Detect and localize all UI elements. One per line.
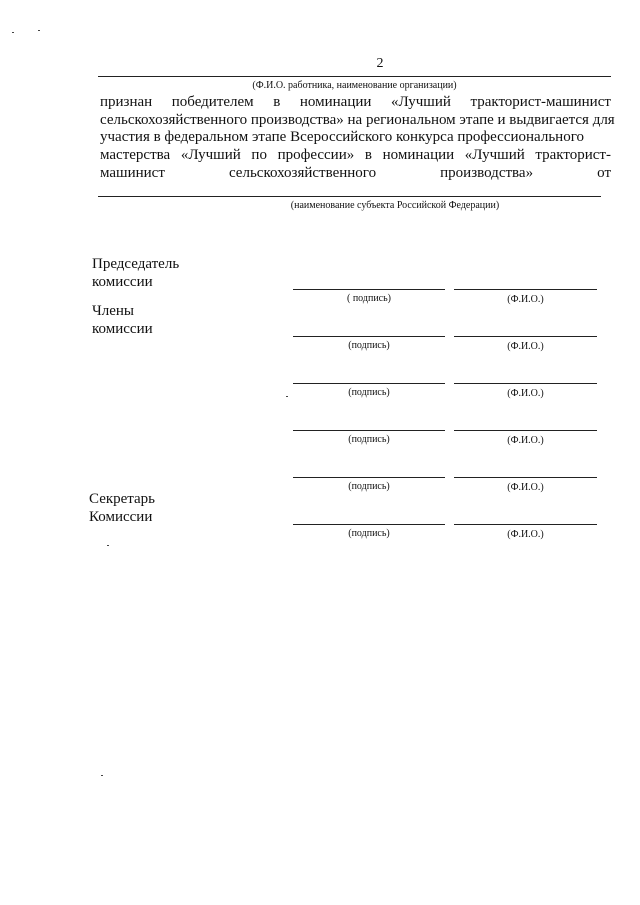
- body-word: машинист: [100, 165, 165, 181]
- worker-name-line: [98, 76, 611, 77]
- name-caption: (Ф.И.О.): [507, 341, 544, 352]
- secretary-label: Секретарь Комиссии: [89, 491, 156, 525]
- body-word: в: [364, 147, 372, 163]
- body-line: [100, 112, 615, 129]
- signature-caption: (подпись): [348, 387, 390, 398]
- body-word: тракторист-: [535, 147, 611, 163]
- body-word: победителем: [171, 94, 254, 110]
- scan-speck: [101, 775, 103, 776]
- signature-line: [293, 383, 445, 384]
- body-word: номинации: [382, 147, 455, 163]
- body-word: признан: [100, 94, 153, 110]
- subject-name-caption: (наименование субъекта Российской Федерации): [290, 200, 500, 211]
- signature-caption: (подпись): [348, 340, 390, 351]
- signature-caption: (подпись): [348, 528, 390, 539]
- body-line: [100, 94, 611, 111]
- name-line: [454, 383, 597, 384]
- name-line: [454, 524, 597, 525]
- name-caption: (Ф.И.О.): [507, 482, 544, 493]
- body-word: «Лучший: [464, 147, 525, 163]
- name-line: [454, 430, 597, 431]
- name-line: [454, 477, 597, 478]
- body-word: номинации: [299, 94, 372, 110]
- body-word: в: [273, 94, 281, 110]
- body-line: [100, 147, 611, 164]
- signature-caption: ( подпись): [346, 293, 391, 304]
- signature-line: [293, 524, 445, 525]
- body-line: [100, 129, 611, 146]
- name-line: [454, 336, 597, 337]
- name-line: [454, 289, 597, 290]
- body-word: участия в федеральном этапе Всероссийского конкурса профессионального: [100, 129, 584, 145]
- body-word: тракторист-машинист: [470, 94, 611, 110]
- body-word: «Лучший: [180, 147, 241, 163]
- body-word: сельскохозяйственного производства» на региональном этапе и выдвигается для: [100, 112, 615, 128]
- signature-line: [293, 477, 445, 478]
- body-word: по: [251, 147, 267, 163]
- body-line: [100, 165, 611, 182]
- body-word: «Лучший: [390, 94, 451, 110]
- signature-caption: (подпись): [348, 434, 390, 445]
- body-word: сельскохозяйственного: [228, 165, 377, 181]
- subject-name-line: [98, 196, 601, 197]
- chairman-label: Председатель комиссии: [92, 256, 180, 290]
- signature-line: [293, 430, 445, 431]
- signature-line: [293, 336, 445, 337]
- name-caption: (Ф.И.О.): [507, 529, 544, 540]
- name-caption: (Ф.И.О.): [507, 294, 544, 305]
- scan-speck: [286, 396, 288, 397]
- worker-name-caption: (Ф.И.О. работника, наименование организации): [252, 80, 457, 91]
- signature-line: [293, 289, 445, 290]
- signature-caption: (подпись): [348, 481, 390, 492]
- scan-speck: [12, 32, 14, 33]
- body-word: производства»: [440, 165, 534, 181]
- members-label: Члены комиссии: [92, 303, 153, 337]
- body-word: от: [597, 165, 611, 181]
- name-caption: (Ф.И.О.): [507, 388, 544, 399]
- body-word: мастерства: [100, 147, 171, 163]
- name-caption: (Ф.И.О.): [507, 435, 544, 446]
- scan-speck: [107, 545, 109, 546]
- page-number: 2: [376, 56, 384, 71]
- body-word: профессии»: [277, 147, 355, 163]
- scan-speck: [38, 30, 40, 31]
